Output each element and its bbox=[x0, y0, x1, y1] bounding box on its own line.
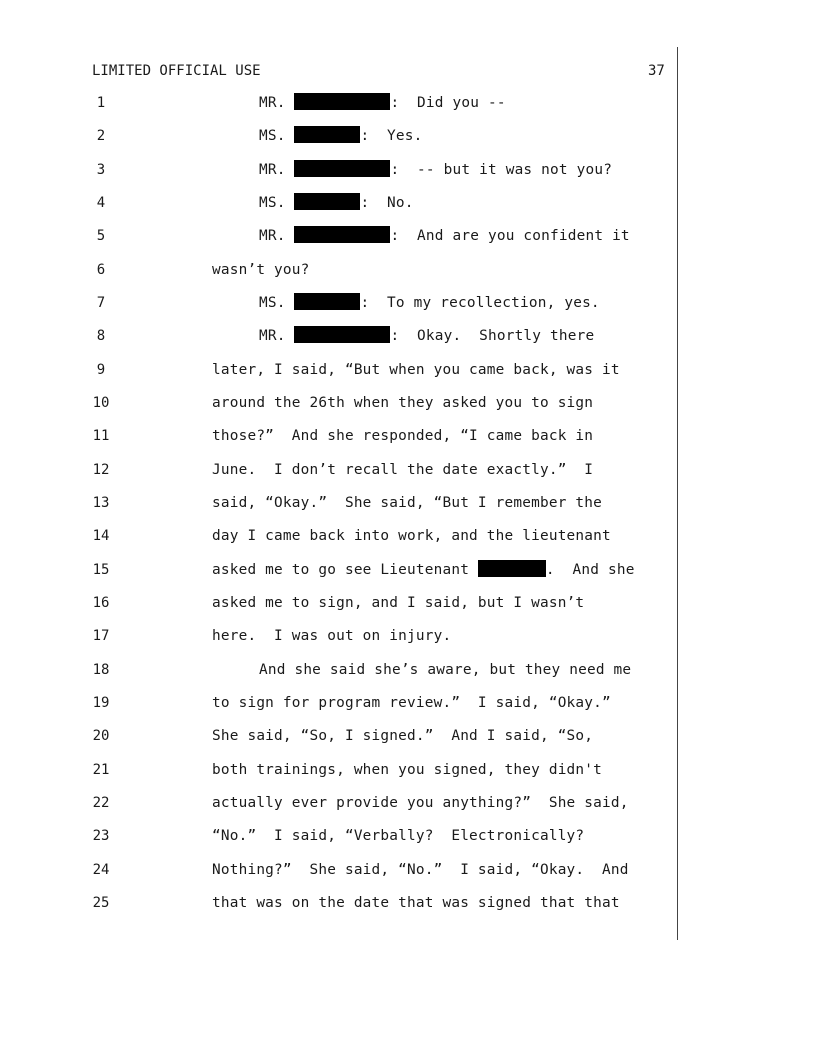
line-text: actually ever provide you anything?” She said, bbox=[212, 795, 629, 811]
line-number: 20 bbox=[92, 728, 110, 744]
line-number: 8 bbox=[96, 328, 106, 344]
speaker-prefix: MS. bbox=[259, 195, 295, 211]
line-text: said, “Okay.” She said, “But I remember the bbox=[212, 495, 603, 511]
line-text: both trainings, when you signed, they didn't bbox=[212, 762, 603, 778]
transcript-line bbox=[0, 460, 816, 480]
line-text bbox=[259, 226, 630, 246]
line-remainder: . And she bbox=[545, 562, 635, 578]
redaction-bar bbox=[294, 126, 360, 143]
line-number: 4 bbox=[96, 195, 106, 211]
line-text bbox=[259, 93, 506, 113]
line-text: later, I said, “But when you came back, was it bbox=[212, 362, 620, 378]
line-number: 21 bbox=[92, 762, 110, 778]
line-text bbox=[259, 293, 600, 313]
redaction-bar bbox=[294, 293, 360, 310]
line-remainder: : Yes. bbox=[360, 128, 423, 144]
speaker-prefix: MR. bbox=[259, 162, 295, 178]
line-text bbox=[259, 126, 423, 146]
transcript-line bbox=[0, 126, 816, 146]
line-number: 17 bbox=[92, 628, 110, 644]
transcript-line bbox=[0, 826, 816, 846]
line-number: 24 bbox=[92, 862, 110, 878]
line-text: “No.” I said, “Verbally? Electronically? bbox=[212, 828, 585, 844]
transcript-line bbox=[0, 893, 816, 913]
speaker-prefix: MR. bbox=[259, 328, 295, 344]
line-number: 12 bbox=[92, 462, 110, 478]
line-number: 10 bbox=[92, 395, 110, 411]
speaker-prefix: MR. bbox=[259, 228, 295, 244]
transcript-line bbox=[0, 260, 816, 280]
speaker-prefix: MS. bbox=[259, 128, 295, 144]
line-text bbox=[259, 160, 612, 180]
line-remainder: : Okay. Shortly there bbox=[390, 328, 595, 344]
redaction-bar bbox=[294, 326, 390, 343]
transcript-line bbox=[0, 493, 816, 513]
line-text: wasn’t you? bbox=[212, 262, 310, 278]
redaction-bar bbox=[294, 193, 360, 210]
line-text: Nothing?” She said, “No.” I said, “Okay. And bbox=[212, 862, 629, 878]
line-number: 9 bbox=[96, 362, 106, 378]
transcript-line bbox=[0, 693, 816, 713]
line-number: 6 bbox=[96, 262, 106, 278]
line-number: 18 bbox=[92, 662, 110, 678]
redaction-bar bbox=[294, 226, 390, 243]
transcript-line bbox=[0, 193, 816, 213]
line-number: 25 bbox=[92, 895, 110, 911]
line-number: 11 bbox=[92, 428, 110, 444]
line-number: 14 bbox=[92, 528, 110, 544]
transcript-line bbox=[0, 93, 816, 113]
line-remainder: : No. bbox=[360, 195, 414, 211]
line-number: 16 bbox=[92, 595, 110, 611]
speaker-prefix: MR. bbox=[259, 95, 295, 111]
page-number: 37 bbox=[648, 63, 665, 79]
line-number: 5 bbox=[96, 228, 106, 244]
transcript-line bbox=[0, 226, 816, 246]
redaction-bar bbox=[478, 560, 546, 577]
line-text: that was on the date that was signed that that bbox=[212, 895, 620, 911]
line-text bbox=[259, 326, 594, 346]
line-remainder: : And are you confident it bbox=[390, 228, 630, 244]
line-remainder: : To my recollection, yes. bbox=[360, 295, 600, 311]
line-text bbox=[212, 560, 635, 580]
transcript-line bbox=[0, 160, 816, 180]
line-text: asked me to sign, and I said, but I wasn’t bbox=[212, 595, 585, 611]
transcript-line bbox=[0, 626, 816, 646]
line-text: She said, “So, I signed.” And I said, “So, bbox=[212, 728, 594, 744]
transcript-line bbox=[0, 326, 816, 346]
line-text bbox=[259, 193, 414, 213]
line-number: 7 bbox=[96, 295, 106, 311]
line-text: And she said she’s aware, but they need me bbox=[259, 662, 632, 678]
line-prefix: asked me to go see Lieutenant bbox=[212, 562, 478, 578]
transcript-line bbox=[0, 660, 816, 680]
transcript-line bbox=[0, 860, 816, 880]
transcript-line bbox=[0, 360, 816, 380]
transcript-line bbox=[0, 793, 816, 813]
line-text: here. I was out on injury. bbox=[212, 628, 452, 644]
transcript-line bbox=[0, 526, 816, 546]
speaker-prefix: MS. bbox=[259, 295, 295, 311]
transcript-line bbox=[0, 393, 816, 413]
transcript-line bbox=[0, 726, 816, 746]
line-number: 19 bbox=[92, 695, 110, 711]
transcript-line bbox=[0, 293, 816, 313]
classification-header: LIMITED OFFICIAL USE bbox=[92, 63, 261, 79]
line-text: June. I don’t recall the date exactly.” I bbox=[212, 462, 594, 478]
line-number: 22 bbox=[92, 795, 110, 811]
redaction-bar bbox=[294, 160, 390, 177]
line-number: 13 bbox=[92, 495, 110, 511]
line-text: day I came back into work, and the lieutenant bbox=[212, 528, 611, 544]
line-remainder: : Did you -- bbox=[390, 95, 506, 111]
line-text: to sign for program review.” I said, “Okay.” bbox=[212, 695, 611, 711]
transcript-line bbox=[0, 560, 816, 580]
line-text: those?” And she responded, “I came back in bbox=[212, 428, 594, 444]
redaction-bar bbox=[294, 93, 390, 110]
transcript-line bbox=[0, 760, 816, 780]
line-remainder: : -- but it was not you? bbox=[390, 162, 613, 178]
line-text: around the 26th when they asked you to sign bbox=[212, 395, 594, 411]
line-number: 15 bbox=[92, 562, 110, 578]
line-number: 23 bbox=[92, 828, 110, 844]
line-number: 1 bbox=[96, 95, 106, 111]
transcript-line bbox=[0, 593, 816, 613]
transcript-line bbox=[0, 426, 816, 446]
line-number: 2 bbox=[96, 128, 106, 144]
line-number: 3 bbox=[96, 162, 106, 178]
